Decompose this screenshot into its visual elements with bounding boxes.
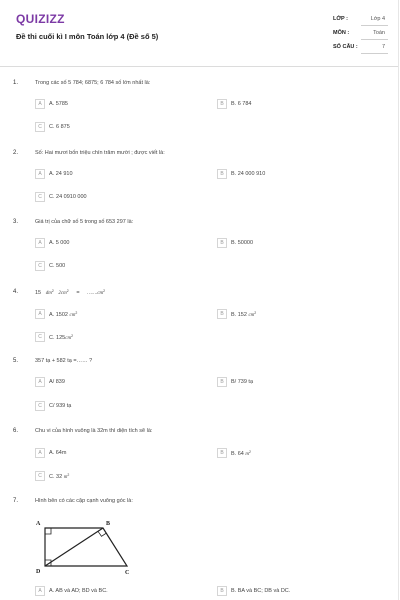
meta-subject-value: Toán xyxy=(373,30,385,36)
option-letter-box: A xyxy=(35,99,45,109)
option-letter-box: B xyxy=(217,99,227,109)
option-exponent: 2 xyxy=(249,449,251,454)
option-text: C. 6 875 xyxy=(49,123,70,130)
expr-equals: = xyxy=(76,290,80,296)
option-value: A. 1502 xyxy=(49,311,68,318)
expr-exponent: 2 xyxy=(66,289,69,293)
vertex-label-d: D xyxy=(36,569,41,575)
right-angle-mark-a xyxy=(45,528,51,534)
header-divider xyxy=(0,66,398,67)
option-text: B. 50000 xyxy=(231,239,254,246)
meta-underline xyxy=(361,39,388,40)
question-text: Trong các số 5 784; 6875; 6 784 số lớn nhất là: xyxy=(35,80,151,86)
option-text xyxy=(49,311,77,318)
option-text: A. 5785 xyxy=(49,100,68,107)
option-letter-box: C xyxy=(35,401,45,411)
option-letter-box: B xyxy=(217,169,227,179)
question-number: 5. xyxy=(13,358,19,364)
option-text: A. AB và AD; BD và BC. xyxy=(49,587,108,594)
vertex-label-a: A xyxy=(36,521,41,527)
option-text xyxy=(231,450,251,457)
option-exponent: 2 xyxy=(67,472,70,477)
meta-subject-row xyxy=(333,27,388,41)
option-letter-box: B xyxy=(217,586,227,596)
quizizz-logo: QUIZIZZ xyxy=(16,12,65,26)
meta-underline xyxy=(361,53,388,54)
option-text xyxy=(231,311,256,318)
trapezoid-outline xyxy=(45,528,127,566)
option-value: B. 152 xyxy=(231,311,247,318)
option-letter-box: C xyxy=(35,192,45,202)
question-text: Số: Hai mươi bốn triệu chín trăm mười ; được viết là: xyxy=(35,150,165,156)
meta-class-value: Lớp 4 xyxy=(370,16,385,22)
option-letter-box: A xyxy=(35,169,45,179)
vertex-label-c: C xyxy=(125,570,130,576)
option-unit: cm xyxy=(65,335,72,341)
option-text xyxy=(49,334,73,341)
option-exponent: 2 xyxy=(71,333,74,338)
option-text: A. 24 910 xyxy=(49,170,73,177)
question-text: Chu vi của hình vuông là 32m thì diện tích sẽ là: xyxy=(35,428,153,434)
option-text: C. 24 0910 000 xyxy=(49,193,87,200)
option-text xyxy=(49,473,69,480)
option-unit: cm xyxy=(248,312,255,318)
meta-count-value: 7 xyxy=(381,44,385,50)
option-text: A/ 839 xyxy=(49,378,65,385)
expr-number: 15 xyxy=(35,290,42,296)
question-number: 2. xyxy=(13,150,19,156)
option-text: A. 5 000 xyxy=(49,239,70,246)
option-unit: cm xyxy=(69,312,76,318)
option-text: C. 500 xyxy=(49,262,66,269)
option-unit: m xyxy=(245,451,249,457)
option-letter-box: B xyxy=(217,448,227,458)
question-text: Giá trị của chữ số 5 trong số 653 297 là: xyxy=(35,219,134,225)
option-value: B. 64 xyxy=(231,450,244,457)
expr-exponent: 2 xyxy=(103,289,106,293)
option-letter-box: A xyxy=(35,238,45,248)
expr-blank: …….cm xyxy=(87,291,104,296)
option-letter-box: B xyxy=(217,377,227,387)
question-text: 357 tạ + 582 tạ =…… ? xyxy=(35,358,93,364)
question-text: Hình bên có các cặp cạnh vuông góc là: xyxy=(35,498,133,504)
meta-class-label: LỚP : xyxy=(333,16,348,22)
option-text: C/ 939 tạ xyxy=(49,402,72,409)
expr-exponent: 2 xyxy=(51,289,54,293)
meta-underline xyxy=(361,25,388,26)
option-text: B/ 739 tạ xyxy=(231,378,254,385)
option-text: B. 24 000 910 xyxy=(231,170,266,177)
question-number: 7. xyxy=(13,498,19,504)
option-text: A. 64m xyxy=(49,449,67,456)
option-value: C. 125 xyxy=(49,334,66,341)
meta-count-label: SỐ CÂU : xyxy=(333,44,358,50)
worksheet-meta xyxy=(333,13,388,55)
expr-unit-cm: 2cm xyxy=(58,291,67,296)
option-exponent: 2 xyxy=(254,310,257,315)
question-number: 1. xyxy=(13,80,19,86)
trapezoid-figure xyxy=(33,516,143,578)
option-letter-box: A xyxy=(35,309,45,319)
diagonal-bd xyxy=(45,528,103,566)
option-letter-box: C xyxy=(35,471,45,481)
meta-count-row xyxy=(333,41,388,55)
option-text: B. 6 784 xyxy=(231,100,252,107)
option-exponent: 2 xyxy=(75,310,78,315)
option-value: C. 32 xyxy=(49,473,63,480)
option-letter-box: A xyxy=(35,377,45,387)
option-letter-box: A xyxy=(35,448,45,458)
page-title: Đề thi cuối kì I môn Toán lớp 4 (Đề số 5) xyxy=(16,32,159,41)
option-letter-box: B xyxy=(217,238,227,248)
option-letter-box: B xyxy=(217,309,227,319)
option-text: B. BA và BC; DB và DC. xyxy=(231,587,291,594)
expr-unit-dm: dm xyxy=(45,291,52,296)
question-text xyxy=(35,289,105,296)
option-letter-box: C xyxy=(35,122,45,132)
option-letter-box: C xyxy=(35,332,45,342)
question-number: 6. xyxy=(13,428,19,434)
option-letter-box: C xyxy=(35,261,45,271)
option-unit: m xyxy=(63,474,68,480)
vertex-label-b: B xyxy=(106,521,111,527)
meta-subject-label: MÔN : xyxy=(333,30,350,36)
question-number: 4. xyxy=(13,289,19,295)
option-letter-box: A xyxy=(35,586,45,596)
meta-class-row xyxy=(333,13,388,27)
question-number: 3. xyxy=(13,219,19,225)
